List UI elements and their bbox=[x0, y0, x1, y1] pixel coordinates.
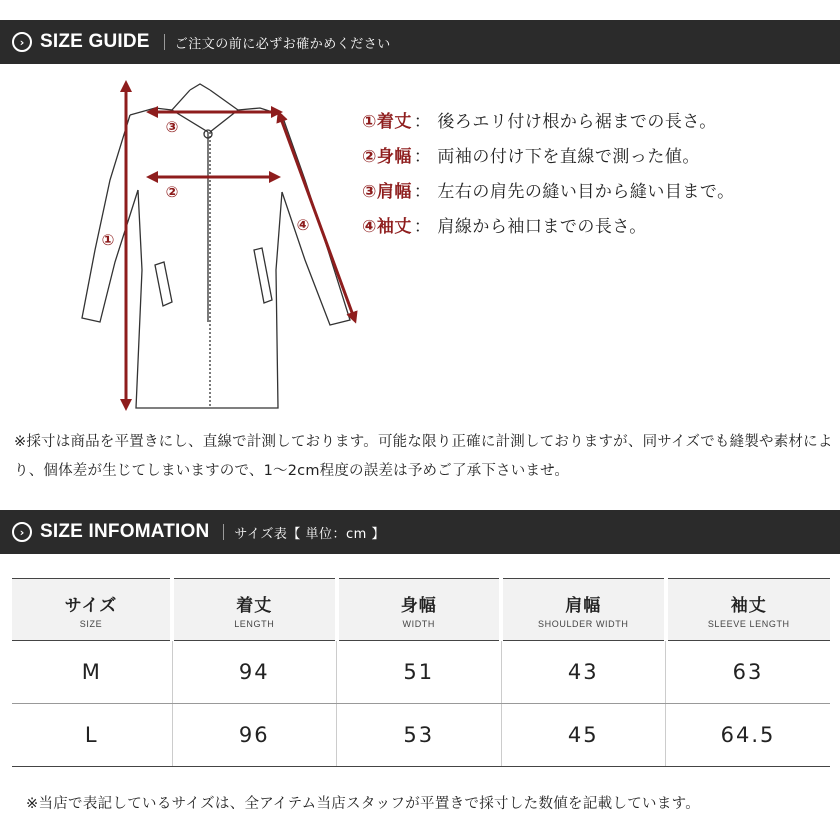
header-length bbox=[172, 579, 337, 641]
header-jp: 肩幅 bbox=[565, 595, 602, 616]
chevron-right-circle-icon: › bbox=[12, 32, 32, 52]
marker-shoulder: ③ bbox=[165, 118, 179, 136]
marker-width: ② bbox=[165, 183, 179, 201]
table-row bbox=[12, 641, 830, 704]
measurement-legend bbox=[362, 102, 735, 242]
table-cell: 94 bbox=[172, 641, 337, 704]
size-table bbox=[12, 578, 830, 767]
header-jp: 袖丈 bbox=[730, 595, 767, 616]
legend-colon: ： bbox=[413, 112, 432, 132]
header-jp: 身幅 bbox=[400, 595, 437, 616]
legend-colon: ： bbox=[413, 217, 432, 237]
header-size bbox=[12, 579, 172, 641]
coat-measurement-diagram bbox=[60, 70, 380, 415]
header-en: LENGTH bbox=[234, 618, 275, 629]
legend-key: ③肩幅 bbox=[362, 182, 412, 202]
header-divider bbox=[164, 34, 165, 50]
size-info-header bbox=[0, 510, 840, 554]
header-en: WIDTH bbox=[402, 618, 435, 629]
table-cell: 53 bbox=[337, 704, 502, 767]
legend-colon: ： bbox=[413, 182, 432, 202]
header-jp: サイズ bbox=[64, 595, 118, 616]
table-cell: 51 bbox=[337, 641, 502, 704]
table-cell: 43 bbox=[501, 641, 666, 704]
table-cell: L bbox=[12, 704, 172, 767]
chevron-right-circle-icon: › bbox=[12, 522, 32, 542]
legend-key: ②身幅 bbox=[362, 147, 412, 167]
header-jp: 着丈 bbox=[236, 595, 273, 616]
size-info-title: SIZE INFOMATION bbox=[40, 521, 210, 542]
marker-length: ① bbox=[101, 231, 115, 249]
coat-outline bbox=[82, 84, 350, 408]
footnote: ※当店で表記しているサイズは、全アイテム当店スタッフが平置きで採寸した数値を記載しています。 bbox=[26, 796, 701, 812]
table-row bbox=[12, 704, 830, 767]
measurement-note: ※採寸は商品を平置きにし、直線で計測しております。可能な限り正確に計測しておりますが、同サイズでも縫製や素材により、個体差が生じてしまいますので、1～2cm程度の誤差は予めご了承下さいませ。 bbox=[14, 434, 833, 479]
size-guide-title: SIZE GUIDE bbox=[40, 31, 150, 52]
legend-item-length bbox=[362, 102, 735, 137]
header-width bbox=[337, 579, 502, 641]
size-info-subtitle: サイズ表【 単位：cm 】 bbox=[234, 526, 385, 542]
table-cell: 96 bbox=[172, 704, 337, 767]
measurement-arrows bbox=[126, 86, 354, 405]
header-divider bbox=[223, 524, 224, 540]
size-guide-subtitle: ご注文の前に必ずお確かめください bbox=[174, 36, 391, 52]
size-guide-header bbox=[0, 20, 840, 64]
legend-desc: 両袖の付け下を直線で測った値。 bbox=[437, 147, 700, 167]
table-cell: 63 bbox=[666, 641, 831, 704]
legend-key: ①着丈 bbox=[362, 112, 412, 132]
header-shoulder bbox=[501, 579, 666, 641]
legend-item-shoulder bbox=[362, 172, 735, 207]
table-cell: 45 bbox=[501, 704, 666, 767]
legend-desc: 左右の肩先の縫い目から縫い目まで。 bbox=[437, 182, 735, 202]
marker-sleeve: ④ bbox=[296, 216, 310, 234]
header-en: SIZE bbox=[79, 618, 103, 629]
table-cell: 64.5 bbox=[666, 704, 831, 767]
header-en: SLEEVE LENGTH bbox=[707, 618, 790, 629]
legend-desc: 後ろエリ付け根から裾までの長さ。 bbox=[437, 112, 717, 132]
table-header-row bbox=[12, 579, 830, 641]
legend-colon: ： bbox=[413, 147, 432, 167]
legend-desc: 肩線から袖口までの長さ。 bbox=[437, 217, 647, 237]
table-cell: M bbox=[12, 641, 172, 704]
legend-key: ④袖丈 bbox=[362, 217, 412, 237]
header-en: SHOULDER WIDTH bbox=[538, 618, 629, 629]
legend-item-sleeve bbox=[362, 207, 735, 242]
header-sleeve bbox=[666, 579, 831, 641]
legend-item-width bbox=[362, 137, 735, 172]
